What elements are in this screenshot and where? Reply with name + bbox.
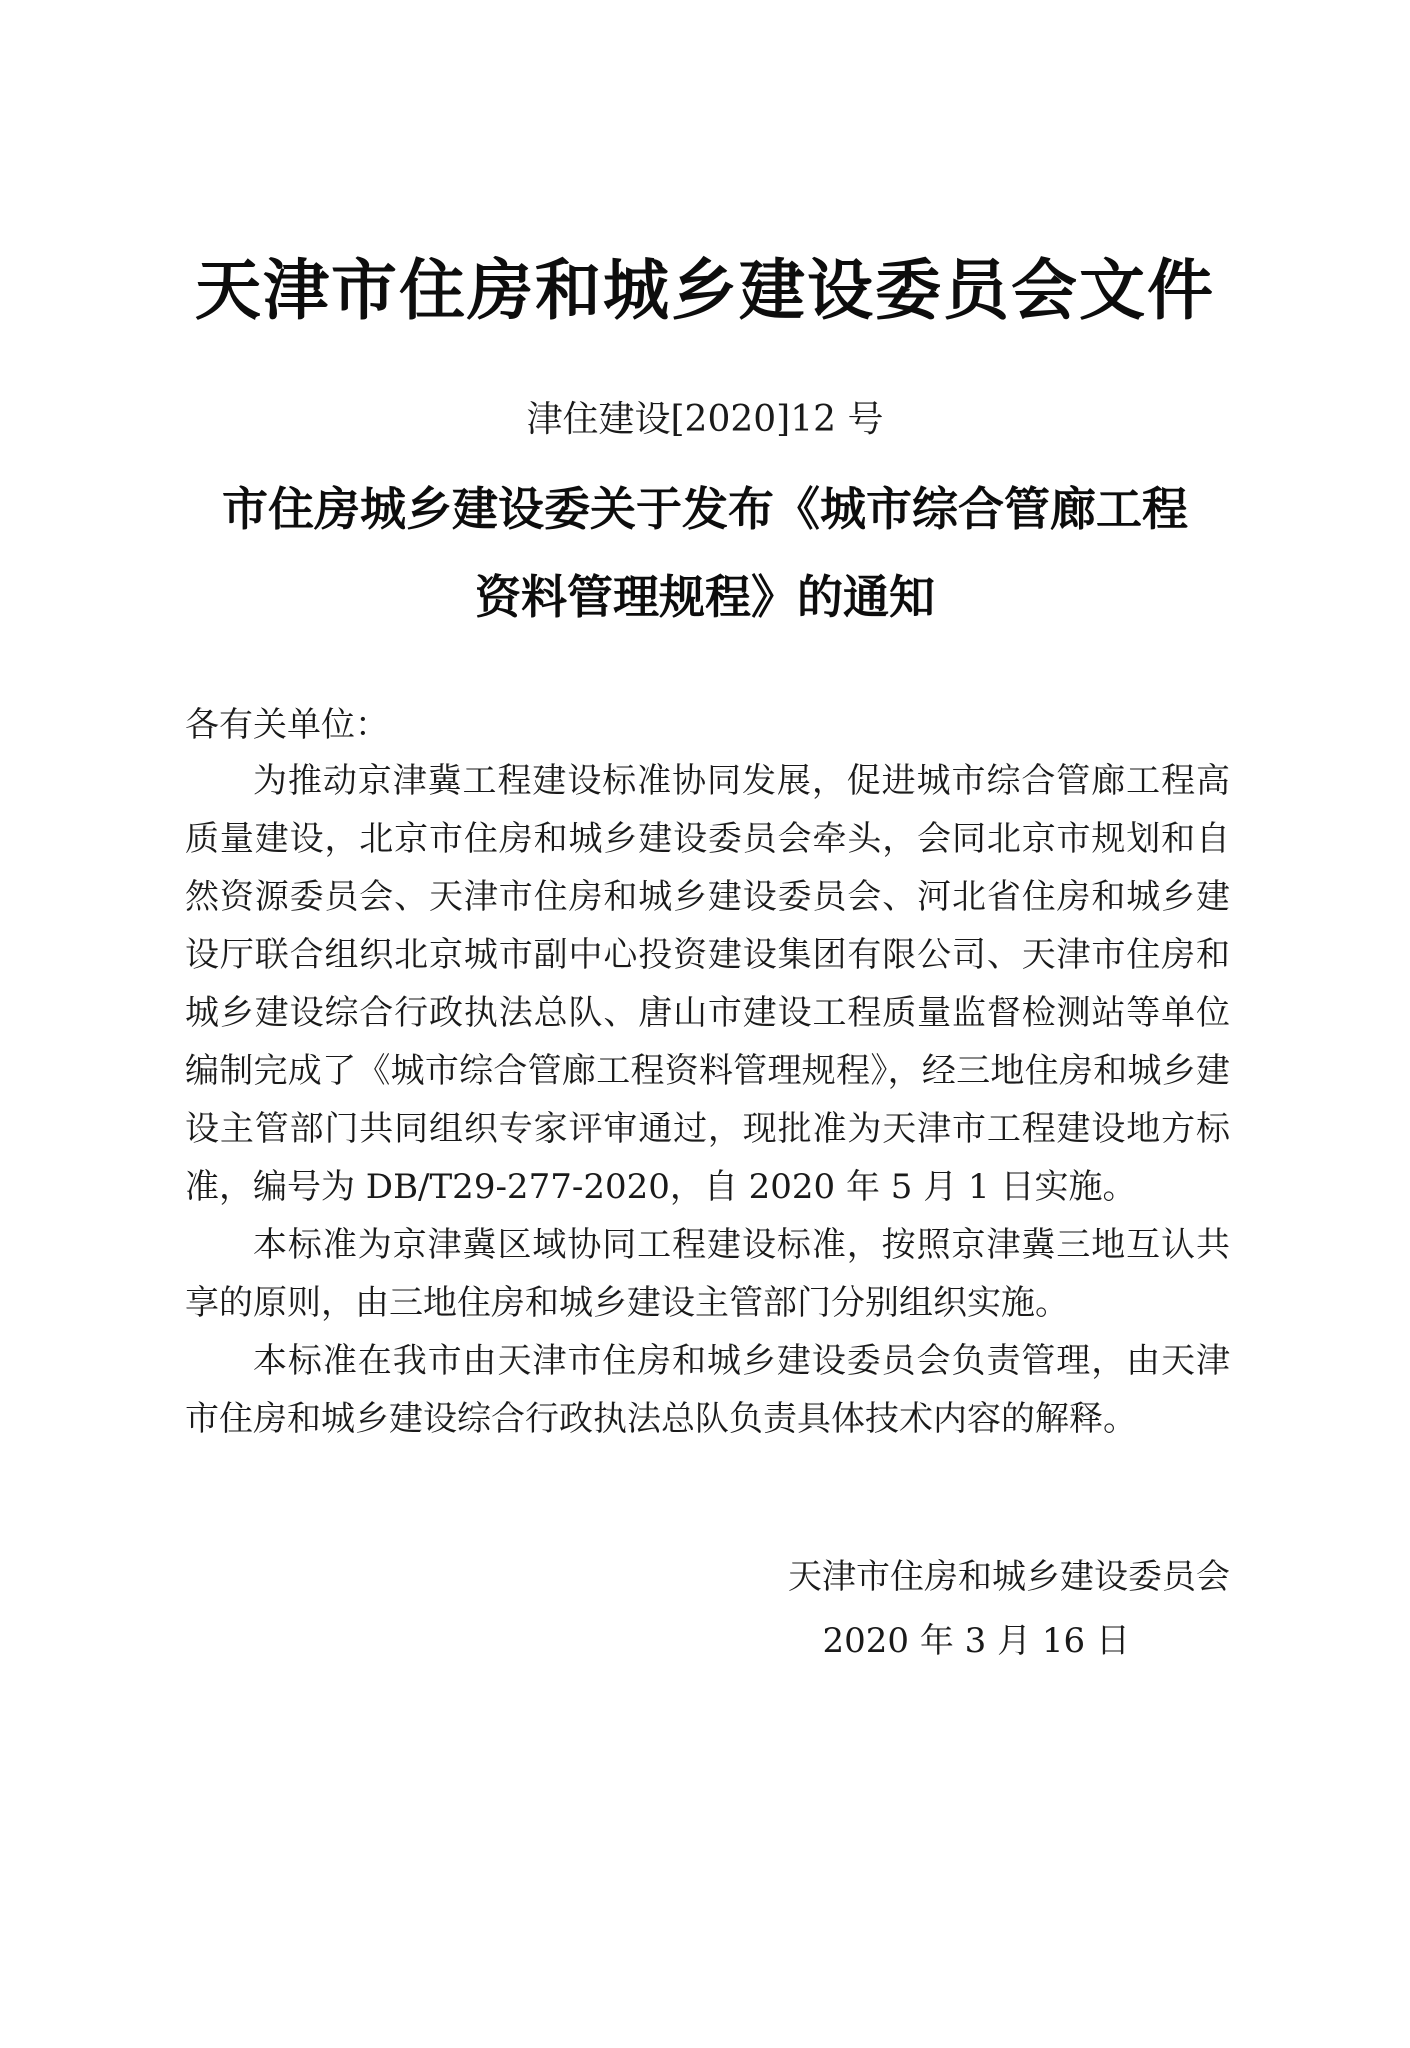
body-paragraph-1: 为推动京津冀工程建设标准协同发展，促进城市综合管廊工程高质量建设，北京市住房和城乡建设委员会牵头，会同北京市规划和自然资源委员会、天津市住房和城乡建设委员会、河北省住房和城乡建设厅联合组织北京城市副中心投资建设集团有限公司、天津市住房和城乡建设综合行政执法总队、唐山市建设工程质量监督检测站等单位编制完成了《城市综合管廊工程资料管理规程》，经三地住房和城乡建设主管部门共同组织专家评审通过，现批准为天津市工程建设地方标准，编号为 DB/T29-277-2020，自 2020 年 5 月 1 日实施。 [185,761,1230,1207]
signature-block [630,1545,1230,1673]
body-paragraph-2: 本标准为京津冀区域协同工程建设标准，按照京津冀三地互认共享的原则，由三地住房和城乡建设主管部门分别组织实施。 [185,1225,1230,1323]
salutation: 各有关单位： [185,705,389,745]
signature-issuer: 天津市住房和城乡建设委员会 [788,1557,1230,1597]
body-text [185,752,1230,1448]
body-paragraph-3: 本标准在我市由天津市住房和城乡建设委员会负责管理，由天津市住房和城乡建设综合行政执法总队负责具体技术内容的解释。 [185,1341,1230,1439]
document-title-line-2: 资料管理规程》的通知 [475,570,935,624]
document-header-org-title: 天津市住房和城乡建设委员会文件 [195,251,1215,329]
document-title [160,465,1250,641]
signature-date: 2020 年 3 月 16 日 [822,1621,1130,1661]
document-title-line-1: 市住房城乡建设委关于发布《城市综合管廊工程 [222,482,1188,536]
document-number: 津住建设[2020]12 号 [526,399,884,440]
